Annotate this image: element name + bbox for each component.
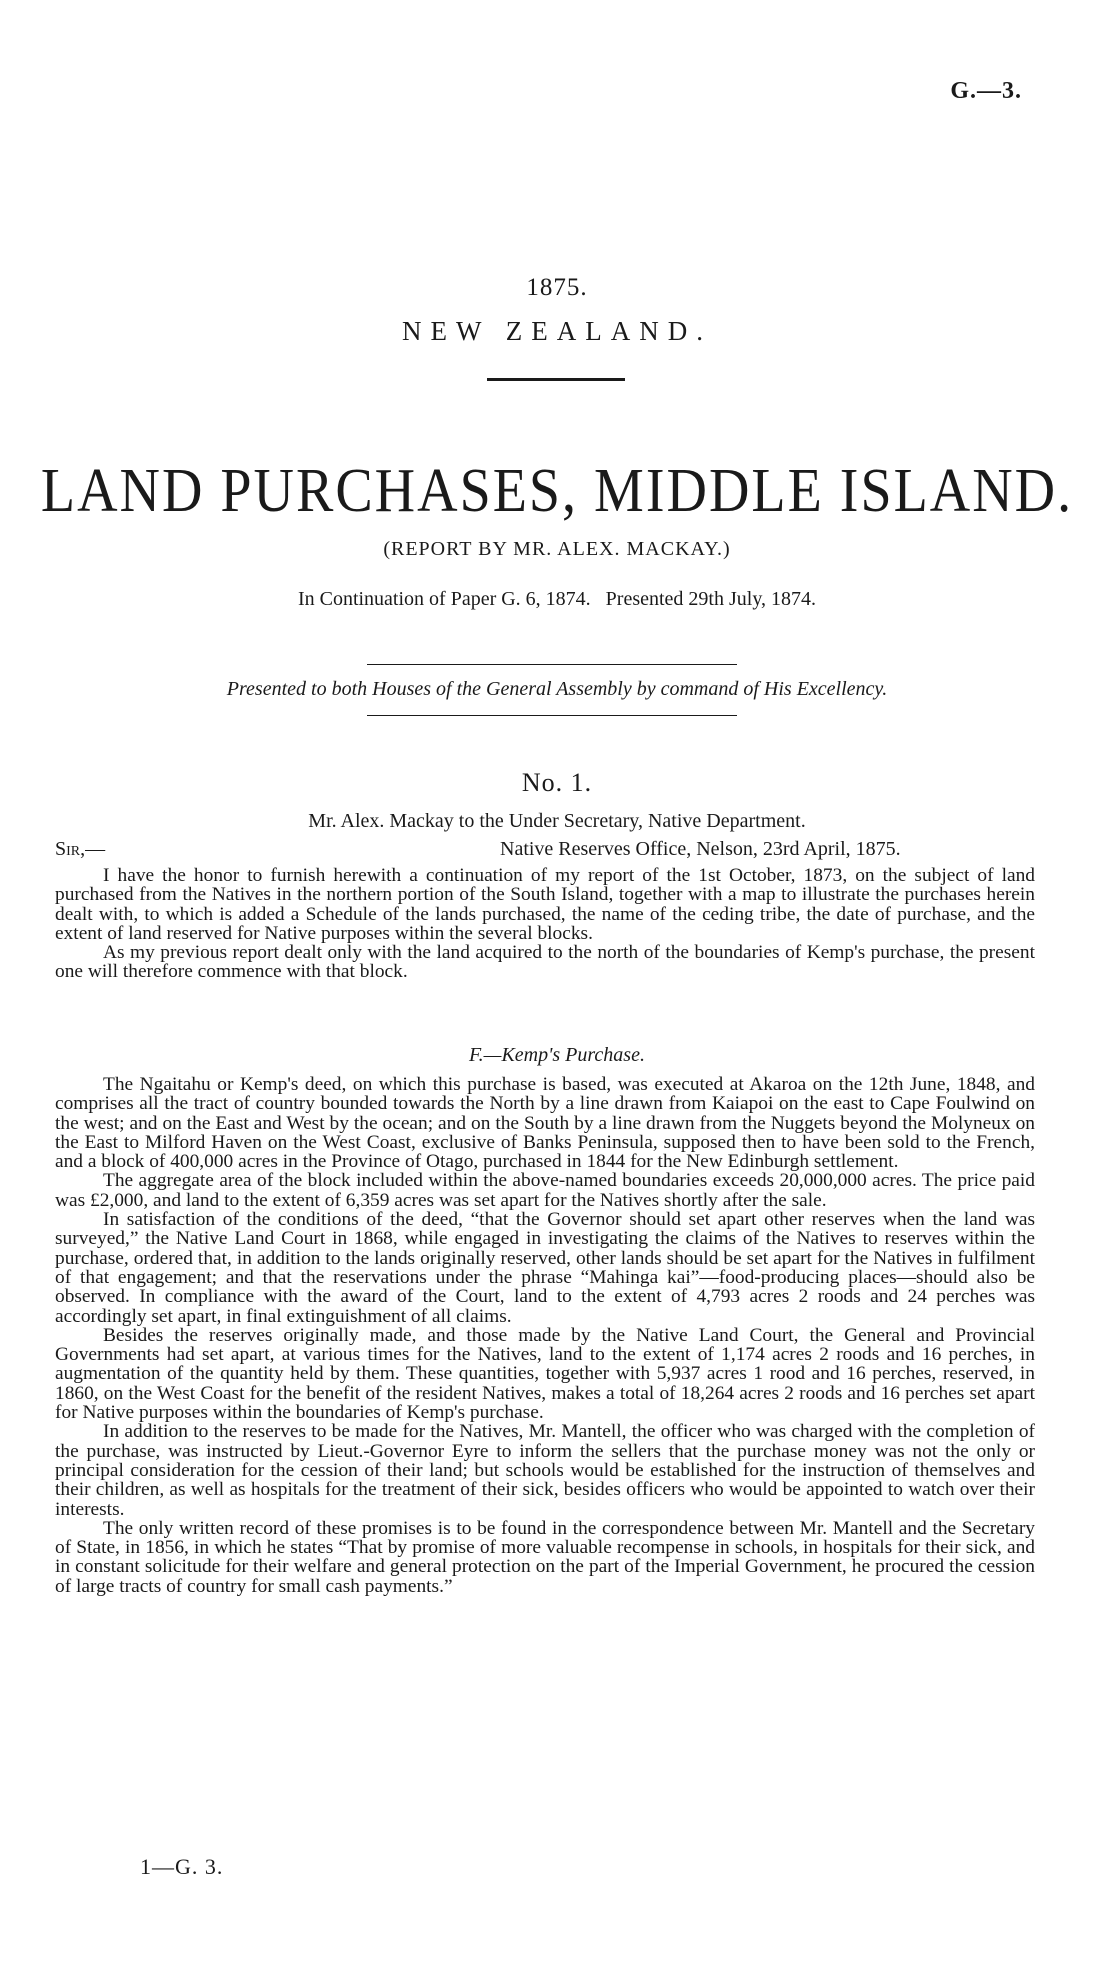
page-title: LAND PURCHASES, MIDDLE ISLAND.: [40, 456, 1074, 526]
paragraph: The aggregate area of the block included within the above-named boundaries exceeds 20,000,000 acres. The price paid was £2,000, and land to the extent of 6,359 acres was set apart for the Natives shortly after the sale.: [55, 1170, 1035, 1211]
letter-number: No. 1.: [521, 768, 593, 797]
country-heading: NEW ZEALAND.: [402, 316, 712, 346]
divider-rule: [367, 715, 737, 716]
year: 1875.: [526, 274, 588, 301]
intro-text: [55, 866, 1035, 982]
paragraph: Besides the reserves originally made, and those made by the Native Land Court, the General and Provincial Governments had set apart, at various times for the Natives, land to the extent of 1,174 acres 2 roods and 16 perches, in augmentation of the quantity held by them. These quantities, together with 5,937 acres 1 rood and 16 perches, reserved, in 1860, on the West Coast for the benefit of the resident Natives, makes a total of 18,264 acres 2 roods and 16 perches set apart for Native purposes within the boundaries of Kemp's purchase.: [55, 1324, 1035, 1424]
presented-note: Presented to both Houses of the General Assembly by command of His Excellency.: [226, 678, 888, 700]
page-identifier: 1—G. 3.: [140, 1854, 224, 1879]
divider-rule: [367, 664, 737, 665]
paragraph: The only written record of these promises is to be found in the correspondence between Mr. Mantell and the Secretary of State, in 1856, in which he states “That by promise of more valuable recompense in schools, in hospitals for their sick, and in constant solicitude for their welfare and general protection on the part of the Imperial Government, he procured the cession of large tracts of country for small cash payments.”: [55, 1517, 1035, 1597]
paper-reference: G.—3.: [950, 78, 1022, 104]
salutation: Sir,—: [55, 838, 106, 860]
report-subtitle: (REPORT BY MR. ALEX. MACKAY.): [383, 538, 731, 560]
paragraph: In addition to the reserves to be made for the Natives, Mr. Mantell, the officer who was charged with the completion of the purchase, was instructed by Lieut.-Governor Eyre to inform the sellers that the purchase money was not the only or principal consideration for the cession of their land; but schools would be established for the instruction of themselves and their children, as well as hospitals for the treatment of their sick, besides officers who would be appointed to watch over their interests.: [55, 1421, 1035, 1520]
paragraph: The Ngaitahu or Kemp's deed, on which this purchase is based, was executed at Akaroa on the 12th June, 1848, and comprises all the tract of country bounded towards the North by a line drawn from Kaiapoi on the east to Cape Foulwind on the west; and on the East and West by the ocean; and on the South by a line drawn from the Nuggets beyond the Molyneux on the East to Milford Haven on the West Coast, exclusive of Banks Peninsula, supposed then to have been sold to the French, and a block of 400,000 acres in the Province of Otago, purchased in 1844 for the New Edinburgh settlement.: [55, 1074, 1035, 1173]
section-heading: F.—Kemp's Purchase.: [469, 1044, 645, 1066]
paragraph: I have the honor to furnish herewith a continuation of my report of the 1st October, 1873, on the subject of land purchased from the Natives in the northern portion of the South Island, together with a map to illustrate the purchases herein dealt with, to which is added a Schedule of the lands purchased, the name of the ceding tribe, the date of purchase, and the extent of land reserved for Native purposes within the several blocks.: [55, 865, 1035, 944]
paragraph: As my previous report dealt only with the land acquired to the north of the boundaries of Kemp's purchase, the present one will therefore commence with that block.: [55, 942, 1035, 983]
address-date: Native Reserves Office, Nelson, 23rd April, 1875.: [500, 838, 901, 860]
section-text: [55, 1075, 1035, 1596]
paragraph: In satisfaction of the conditions of the deed, “that the Governor should set apart other reserves when the land was surveyed,” the Native Land Court in 1868, while engaged in investigating the claims of the Natives to reserves within the purchase, ordered that, in addition to the lands originally reserved, other lands should be set apart for the Natives in fulfilment of that engagement; and that the reservations under the phrase “Mahinga kai”—food-producing places—should also be observed. In compliance with the award of the Court, land to the extent of 4,793 acres 2 roods and 24 perches was accordingly set apart, in final extinguishment of all claims.: [55, 1209, 1035, 1327]
divider-rule: [487, 378, 625, 381]
continuation-note: In Continuation of Paper G. 6, 1874. Presented 29th July, 1874.: [297, 588, 817, 610]
letter-from: Mr. Alex. Mackay to the Under Secretary, Native Department.: [308, 810, 806, 832]
